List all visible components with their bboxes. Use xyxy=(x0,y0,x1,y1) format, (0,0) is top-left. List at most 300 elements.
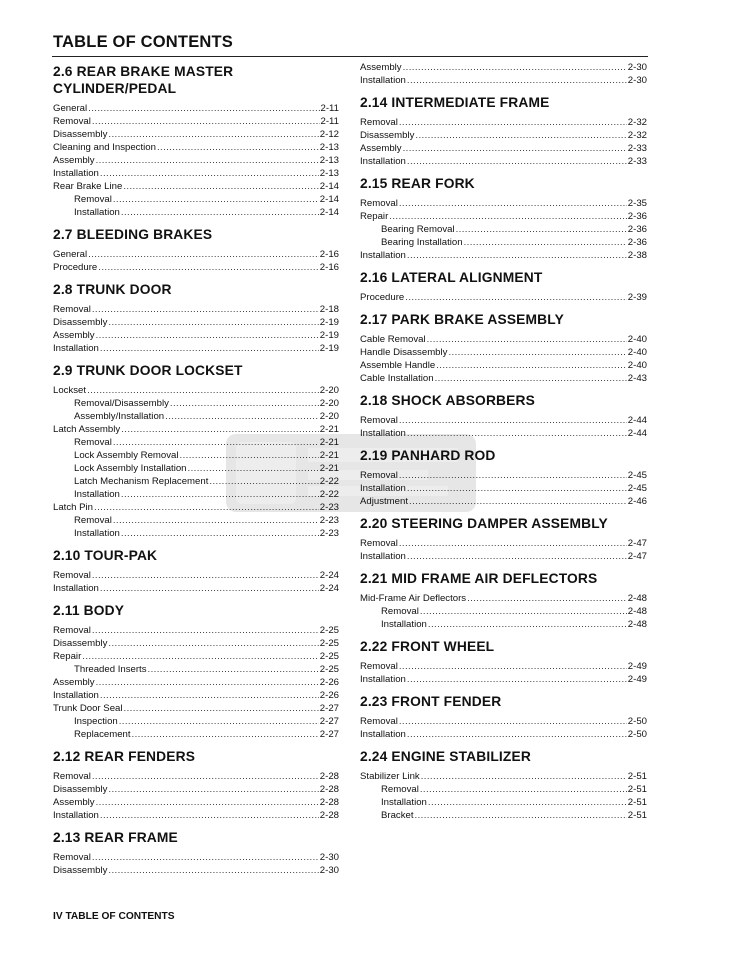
toc-entry[interactable] xyxy=(53,397,339,410)
toc-entry[interactable] xyxy=(53,715,339,728)
dot-leader xyxy=(389,210,627,223)
toc-entry[interactable] xyxy=(360,715,647,728)
dot-leader xyxy=(87,384,319,397)
toc-entry[interactable] xyxy=(53,637,339,650)
toc-entry[interactable] xyxy=(53,488,339,501)
toc-entry-page: 2-30 xyxy=(319,865,339,876)
toc-entry-page: 2-49 xyxy=(627,661,647,672)
toc-entry[interactable] xyxy=(360,249,647,262)
toc-entry-label: Installation xyxy=(360,75,406,86)
toc-entry[interactable] xyxy=(360,414,647,427)
dot-leader xyxy=(209,475,318,488)
section-heading: 2.18 SHOCK ABSORBERS xyxy=(360,393,535,408)
toc-entry-page: 2-51 xyxy=(627,810,647,821)
toc-entry[interactable] xyxy=(53,851,339,864)
toc-entry-page: 2-30 xyxy=(627,62,647,73)
toc-entry-page: 2-11 xyxy=(320,116,339,127)
toc-entry-page: 2-14 xyxy=(319,207,339,218)
toc-entry-label: Cable Installation xyxy=(360,373,434,384)
toc-entry-page: 2-28 xyxy=(319,771,339,782)
dot-leader xyxy=(100,342,319,355)
toc-entry-label: Installation xyxy=(360,428,406,439)
toc-entry[interactable] xyxy=(53,342,339,355)
toc-entry-label: Threaded Inserts xyxy=(74,664,147,675)
toc-entry-page: 2-22 xyxy=(319,476,339,487)
toc-entry-page: 2-12 xyxy=(319,129,339,140)
toc-entry-label: Lock Assembly Installation xyxy=(74,463,187,474)
toc-entry-page: 2-23 xyxy=(319,502,339,513)
toc-entry-label: Inspection xyxy=(74,716,118,727)
section-heading: 2.14 INTERMEDIATE FRAME xyxy=(360,95,550,110)
toc-entry-page: 2-51 xyxy=(627,797,647,808)
section-heading: 2.8 TRUNK DOOR xyxy=(53,282,172,297)
toc-entry-page: 2-28 xyxy=(319,810,339,821)
toc-entry-page: 2-44 xyxy=(627,428,647,439)
toc-entry-label: Procedure xyxy=(53,262,98,273)
toc-entry-label: Installation xyxy=(53,810,99,821)
toc-entry-page: 2-51 xyxy=(627,784,647,795)
toc-entry[interactable] xyxy=(53,770,339,783)
dot-leader xyxy=(399,660,627,673)
toc-section xyxy=(53,63,339,219)
toc-entry[interactable] xyxy=(53,261,339,274)
toc-entry[interactable] xyxy=(360,346,647,359)
toc-entry-label: Removal xyxy=(360,198,398,209)
toc-entry-label: Installation xyxy=(381,619,427,630)
toc-entry-label: Assembly xyxy=(53,155,95,166)
dot-leader xyxy=(96,676,319,689)
toc-entry-label: Installation xyxy=(360,156,406,167)
dot-leader xyxy=(180,449,319,462)
toc-entry-label: Removal xyxy=(381,784,419,795)
dot-leader xyxy=(467,592,627,605)
toc-entry-label: Disassembly xyxy=(53,317,108,328)
toc-entry-page: 2-32 xyxy=(627,130,647,141)
toc-entry-page: 2-26 xyxy=(319,677,339,688)
toc-entry-page: 2-32 xyxy=(627,117,647,128)
dot-leader xyxy=(113,514,319,527)
toc-entry-label: Removal xyxy=(381,606,419,617)
toc-entry-label: Repair xyxy=(53,651,82,662)
dot-leader xyxy=(113,193,319,206)
toc-entry[interactable] xyxy=(360,592,647,605)
toc-entry-page: 2-40 xyxy=(627,334,647,345)
dot-leader xyxy=(100,582,319,595)
toc-entry[interactable] xyxy=(53,248,339,261)
section-heading: 2.9 TRUNK DOOR LOCKSET xyxy=(53,363,243,378)
section-heading: 2.7 BLEEDING BRAKES xyxy=(53,227,213,242)
toc-entry-label: Assembly xyxy=(360,143,402,154)
toc-entry-page: 2-14 xyxy=(319,194,339,205)
dot-leader xyxy=(407,550,627,563)
toc-entry-label: Removal xyxy=(360,716,398,727)
toc-entry[interactable] xyxy=(53,462,339,475)
toc-entry[interactable] xyxy=(53,449,339,462)
toc-entry[interactable] xyxy=(53,809,339,822)
toc-entry[interactable] xyxy=(360,197,647,210)
toc-entry-label: Trunk Door Seal xyxy=(53,703,123,714)
toc-entry[interactable] xyxy=(360,809,647,822)
toc-section xyxy=(360,693,647,741)
toc-entry-label: Removal xyxy=(360,470,398,481)
toc-entry-page: 2-33 xyxy=(627,143,647,154)
toc-entry-label: Assembly xyxy=(53,330,95,341)
toc-entry[interactable] xyxy=(53,783,339,796)
toc-entry[interactable] xyxy=(53,141,339,154)
toc-entry[interactable] xyxy=(53,582,339,595)
toc-entry[interactable] xyxy=(360,372,647,385)
toc-entry[interactable] xyxy=(53,303,339,316)
toc-entry-page: 2-48 xyxy=(627,619,647,630)
dot-leader xyxy=(92,851,319,864)
toc-entry-label: Removal xyxy=(53,304,91,315)
dot-leader xyxy=(148,663,319,676)
toc-section xyxy=(53,748,339,822)
toc-entry-page: 2-30 xyxy=(319,852,339,863)
toc-entry-label: Removal xyxy=(53,852,91,863)
toc-entry[interactable] xyxy=(360,495,647,508)
dot-leader xyxy=(98,261,319,274)
toc-entry[interactable] xyxy=(360,116,647,129)
dot-leader xyxy=(403,142,627,155)
dot-leader xyxy=(92,115,320,128)
toc-entry[interactable] xyxy=(53,501,339,514)
toc-entry[interactable] xyxy=(53,128,339,141)
toc-section xyxy=(360,748,647,822)
toc-entry-page: 2-44 xyxy=(627,415,647,426)
dot-leader xyxy=(403,61,627,74)
section-heading: 2.6 REAR BRAKE MASTER CYLINDER/PEDAL xyxy=(53,64,234,96)
toc-entry-page: 2-46 xyxy=(627,496,647,507)
toc-entry-page: 2-19 xyxy=(319,330,339,341)
toc-entry-page: 2-28 xyxy=(319,784,339,795)
toc-entry[interactable] xyxy=(53,154,339,167)
toc-entry-page: 2-40 xyxy=(627,360,647,371)
toc-entry[interactable] xyxy=(360,333,647,346)
toc-entry-label: Lockset xyxy=(53,385,87,396)
toc-section xyxy=(53,281,339,355)
toc-entry[interactable] xyxy=(360,291,647,304)
toc-entry[interactable] xyxy=(53,864,339,877)
toc-section xyxy=(360,311,647,385)
toc-entry[interactable] xyxy=(360,223,647,236)
toc-entry-label: Removal/Disassembly xyxy=(74,398,169,409)
dot-leader xyxy=(399,469,627,482)
toc-entry[interactable] xyxy=(53,423,339,436)
toc-entry-page: 2-20 xyxy=(319,398,339,409)
toc-entry-label: General xyxy=(53,103,88,114)
toc-entry-label: Installation xyxy=(53,690,99,701)
toc-entry[interactable] xyxy=(360,74,647,87)
dot-leader xyxy=(399,116,627,129)
dot-leader xyxy=(92,624,319,637)
toc-entry-label: Bearing Installation xyxy=(381,237,463,248)
toc-entry[interactable] xyxy=(53,115,339,128)
toc-entry[interactable] xyxy=(360,61,647,74)
dot-leader xyxy=(88,102,319,115)
toc-entry-page: 2-19 xyxy=(319,317,339,328)
toc-entry[interactable] xyxy=(360,550,647,563)
dot-leader xyxy=(92,569,319,582)
dot-leader xyxy=(407,155,627,168)
section-heading: 2.13 REAR FRAME xyxy=(53,830,178,845)
toc-entry-page: 2-40 xyxy=(627,347,647,358)
dot-leader xyxy=(94,501,319,514)
toc-entry-label: Disassembly xyxy=(53,784,108,795)
toc-entry[interactable] xyxy=(53,102,339,115)
toc-entry-label: Cleaning and Inspection xyxy=(53,142,156,153)
dot-leader xyxy=(121,488,319,501)
dot-leader xyxy=(399,715,627,728)
toc-entry[interactable] xyxy=(360,129,647,142)
dot-leader xyxy=(170,397,319,410)
toc-entry[interactable] xyxy=(53,316,339,329)
dot-leader xyxy=(448,346,626,359)
toc-entry-page: 2-13 xyxy=(319,168,339,179)
toc-entry-page: 2-19 xyxy=(319,343,339,354)
toc-entry-label: Removal xyxy=(360,538,398,549)
toc-entry-label: Removal xyxy=(360,117,398,128)
dot-leader xyxy=(456,223,627,236)
dot-leader xyxy=(407,249,627,262)
section-heading: 2.22 FRONT WHEEL xyxy=(360,639,495,654)
toc-entry-page: 2-20 xyxy=(319,411,339,422)
toc-section xyxy=(360,175,647,262)
dot-leader xyxy=(420,783,627,796)
toc-entry-label: Latch Assembly xyxy=(53,424,121,435)
toc-entry-label: Installation xyxy=(53,168,99,179)
toc-entry-page: 2-38 xyxy=(627,250,647,261)
section-heading: 2.11 BODY xyxy=(53,603,125,618)
toc-entry-label: Bearing Removal xyxy=(381,224,455,235)
toc-entry-label: Removal xyxy=(74,515,112,526)
dot-leader xyxy=(165,410,319,423)
dot-leader xyxy=(100,809,319,822)
toc-entry-page: 2-30 xyxy=(627,75,647,86)
toc-entry-page: 2-13 xyxy=(319,142,339,153)
toc-entry-page: 2-35 xyxy=(627,198,647,209)
dot-leader xyxy=(415,129,626,142)
toc-entry-page: 2-16 xyxy=(319,262,339,273)
dot-leader xyxy=(132,728,319,741)
toc-section xyxy=(360,269,647,304)
toc-entry-label: Disassembly xyxy=(53,129,108,140)
section-heading: 2.16 LATERAL ALIGNMENT xyxy=(360,270,543,285)
toc-entry-label: Rear Brake Line xyxy=(53,181,123,192)
page-title: TABLE OF CONTENTS xyxy=(53,33,234,51)
toc-entry[interactable] xyxy=(360,482,647,495)
toc-entry-page: 2-25 xyxy=(319,664,339,675)
dot-leader xyxy=(92,770,319,783)
toc-entry-page: 2-25 xyxy=(319,651,339,662)
toc-entry-page: 2-11 xyxy=(320,103,339,114)
toc-entry-page: 2-36 xyxy=(627,237,647,248)
toc-entry-label: Installation xyxy=(53,583,99,594)
dot-leader xyxy=(399,537,627,550)
toc-entry[interactable] xyxy=(53,514,339,527)
toc-entry[interactable] xyxy=(360,236,647,249)
toc-entry-page: 2-48 xyxy=(627,593,647,604)
toc-entry-page: 2-50 xyxy=(627,716,647,727)
toc-entry-label: Removal xyxy=(74,194,112,205)
dot-leader xyxy=(436,359,627,372)
toc-entry[interactable] xyxy=(360,618,647,631)
toc-entry-page: 2-26 xyxy=(319,690,339,701)
dot-leader xyxy=(399,197,627,210)
toc-entry[interactable] xyxy=(53,180,339,193)
toc-entry-page: 2-50 xyxy=(627,729,647,740)
toc-entry-page: 2-27 xyxy=(319,716,339,727)
toc-entry[interactable] xyxy=(53,796,339,809)
toc-entry-page: 2-27 xyxy=(319,703,339,714)
toc-entry[interactable] xyxy=(53,689,339,702)
toc-entry-page: 2-21 xyxy=(319,450,339,461)
toc-entry-label: Assemble Handle xyxy=(360,360,436,371)
toc-entry-label: Installation xyxy=(53,343,99,354)
section-heading: 2.23 FRONT FENDER xyxy=(360,694,502,709)
toc-entry[interactable] xyxy=(53,475,339,488)
toc-entry-label: Assembly xyxy=(53,797,95,808)
toc-entry[interactable] xyxy=(360,770,647,783)
toc-entry[interactable] xyxy=(360,469,647,482)
toc-entry-page: 2-47 xyxy=(627,538,647,549)
toc-entry[interactable] xyxy=(360,155,647,168)
toc-entry-label: Disassembly xyxy=(360,130,415,141)
section-heading: 2.19 PANHARD ROD xyxy=(360,448,496,463)
toc-entry-label: Latch Mechanism Replacement xyxy=(74,476,209,487)
section-heading: 2.20 STEERING DAMPER ASSEMBLY xyxy=(360,516,608,531)
section-heading: 2.24 ENGINE STABILIZER xyxy=(360,749,531,764)
toc-entry-label: Removal xyxy=(53,116,91,127)
toc-entry-page: 2-51 xyxy=(627,771,647,782)
dot-leader xyxy=(108,783,318,796)
toc-entry[interactable] xyxy=(53,569,339,582)
dot-leader xyxy=(420,605,627,618)
toc-entry-label: Disassembly xyxy=(53,865,108,876)
toc-entry-label: Removal xyxy=(53,771,91,782)
toc-section xyxy=(53,362,339,540)
toc-entry[interactable] xyxy=(53,650,339,663)
toc-entry-page: 2-28 xyxy=(319,797,339,808)
toc-entry[interactable] xyxy=(360,660,647,673)
toc-entry[interactable] xyxy=(53,193,339,206)
toc-entry[interactable] xyxy=(360,142,647,155)
dot-leader xyxy=(124,702,319,715)
toc-entry[interactable] xyxy=(360,783,647,796)
dot-leader xyxy=(121,527,319,540)
toc-entry[interactable] xyxy=(53,527,339,540)
toc-entry-label: Assembly xyxy=(53,677,95,688)
toc-entry-label: Disassembly xyxy=(53,638,108,649)
toc-entry[interactable] xyxy=(360,673,647,686)
dot-leader xyxy=(108,864,318,877)
toc-entry-page: 2-24 xyxy=(319,570,339,581)
dot-leader xyxy=(409,495,627,508)
toc-section xyxy=(360,392,647,440)
dot-leader xyxy=(405,291,627,304)
section-heading: 2.10 TOUR-PAK xyxy=(53,548,158,563)
toc-entry[interactable] xyxy=(53,624,339,637)
toc-entry-label: Assembly/Installation xyxy=(74,411,165,422)
dot-leader xyxy=(96,154,319,167)
toc-entry[interactable] xyxy=(53,702,339,715)
toc-column-right xyxy=(360,61,647,829)
toc-entry-label: Assembly xyxy=(360,62,402,73)
toc-entry-page: 2-24 xyxy=(319,583,339,594)
toc-entry[interactable] xyxy=(53,663,339,676)
toc-entry-label: Installation xyxy=(74,489,120,500)
toc-entry[interactable] xyxy=(53,384,339,397)
toc-entry-page: 2-23 xyxy=(319,528,339,539)
toc-entry[interactable] xyxy=(53,436,339,449)
toc-entry[interactable] xyxy=(53,167,339,180)
toc-entry-label: Installation xyxy=(360,674,406,685)
dot-leader xyxy=(119,715,319,728)
toc-entry-label: General xyxy=(53,249,88,260)
toc-entry-page: 2-27 xyxy=(319,729,339,740)
toc-entry-page: 2-21 xyxy=(319,424,339,435)
toc-entry-label: Installation xyxy=(74,528,120,539)
toc-entry-page: 2-22 xyxy=(319,489,339,500)
toc-entry-page: 2-13 xyxy=(319,155,339,166)
dot-leader xyxy=(108,128,318,141)
toc-entry[interactable] xyxy=(360,210,647,223)
toc-entry-page: 2-25 xyxy=(319,638,339,649)
toc-entry[interactable] xyxy=(360,728,647,741)
dot-leader xyxy=(108,316,318,329)
toc-entry[interactable] xyxy=(53,676,339,689)
dot-leader xyxy=(123,180,318,193)
dot-leader xyxy=(464,236,627,249)
dot-leader xyxy=(96,796,319,809)
toc-entry[interactable] xyxy=(53,206,339,219)
toc-entry-page: 2-33 xyxy=(627,156,647,167)
dot-leader xyxy=(100,167,319,180)
toc-entry[interactable] xyxy=(360,359,647,372)
dot-leader xyxy=(88,248,319,261)
section-heading: 2.17 PARK BRAKE ASSEMBLY xyxy=(360,312,564,327)
toc-section xyxy=(360,447,647,508)
section-heading: 2.21 MID FRAME AIR DEFLECTORS xyxy=(360,571,598,586)
toc-entry-label: Lock Assembly Removal xyxy=(74,450,179,461)
dot-leader xyxy=(427,333,627,346)
toc-entry[interactable] xyxy=(360,427,647,440)
toc-entry-page: 2-47 xyxy=(627,551,647,562)
toc-entry-label: Replacement xyxy=(74,729,131,740)
section-heading: 2.15 REAR FORK xyxy=(360,176,475,191)
toc-entry[interactable] xyxy=(360,796,647,809)
toc-entry[interactable] xyxy=(360,605,647,618)
toc-entry[interactable] xyxy=(360,537,647,550)
toc-entry-page: 2-36 xyxy=(627,211,647,222)
dot-leader xyxy=(407,482,627,495)
toc-entry-page: 2-39 xyxy=(627,292,647,303)
toc-section xyxy=(360,515,647,563)
toc-entry-page: 2-36 xyxy=(627,224,647,235)
toc-entry[interactable] xyxy=(53,728,339,741)
title-divider xyxy=(52,56,648,57)
page-footer: IV TABLE OF CONTENTS xyxy=(53,911,175,922)
toc-entry-label: Repair xyxy=(360,211,389,222)
toc-entry[interactable] xyxy=(53,410,339,423)
toc-section xyxy=(360,638,647,686)
dot-leader xyxy=(415,809,627,822)
dot-leader xyxy=(407,427,627,440)
dot-leader xyxy=(407,728,627,741)
dot-leader xyxy=(82,650,319,663)
toc-entry[interactable] xyxy=(53,329,339,342)
toc-section xyxy=(53,602,339,741)
